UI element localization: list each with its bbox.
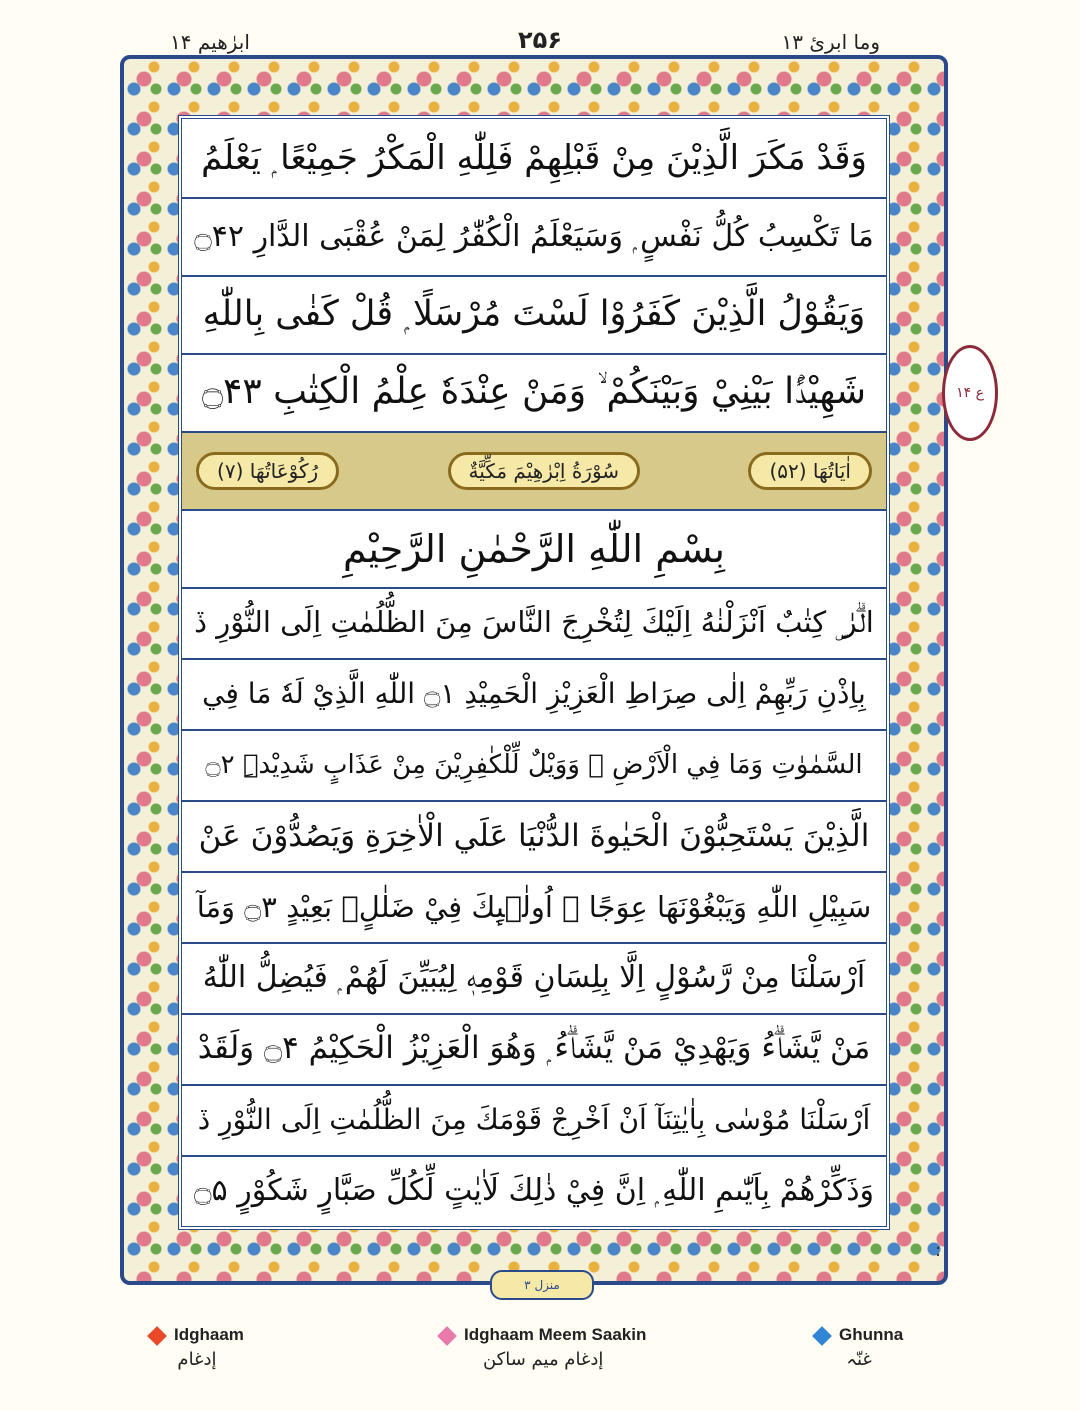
verse-line: وَيَقُوْلُ الَّذِيْنَ كَفَرُوْا لَسْتَ مُرْسَلًا ۭ قُلْ كَفٰى بِاللّٰهِ (182, 275, 886, 355)
text-panel (178, 115, 890, 1230)
legend-idghaam-meem-saakin: Idghaam Meem Saakin إدغام ميم ساكن (440, 1325, 646, 1370)
verse-line: الۗرٰ ۣ كِتٰبٌ اَنْزَلْنٰهُ اِلَيْكَ لِتُخْرِجَ النَّاسَ مِنَ الظُّلُمٰتِ اِلَى النُّوْرِ ڏ (182, 587, 886, 660)
verse-line: بِاِذْنِ رَبِّهِمْ اِلٰى صِرَاطِ الْعَزِيْزِ الْحَمِيْدِ ۝۱ اللّٰهِ الَّذِيْ لَهٗ مَا فِي (182, 658, 886, 731)
diamond-icon (147, 1326, 167, 1346)
page-number: ۲۵۶ (518, 26, 562, 54)
verse-line: شَهِيْدًۢا بَيْنِيْ وَبَيْنَكُمْ ۙ وَمَنْ عِنْدَهٗ عِلْمُ الْكِتٰبِ ۝۴۳ (182, 353, 886, 433)
surah-name-header: ابرٰهیم ۱۴ (170, 30, 250, 54)
diamond-icon (812, 1326, 832, 1346)
verse-line: اَرْسَلْنَا مِنْ رَّسُوْلٍ اِلَّا بِلِسَانِ قَوْمِهٖ لِيُبَيِّنَ لَهُمْ ۭ فَيُضِلُّ اللّٰهُ (182, 942, 886, 1015)
verse-line: اَرْسَلْنَا مُوْسٰى بِاٰيٰتِنَآ اَنْ اَخْرِجْ قَوْمَكَ مِنَ الظُّلُمٰتِ اِلَى النُّوْرِ ڏ (182, 1084, 886, 1157)
diamond-icon (437, 1326, 457, 1346)
ayat-count: اٰيَاتُهَا (۵۲) (748, 452, 872, 490)
verse-line: الَّذِيْنَ يَسْتَحِبُّوْنَ الْحَيٰوةَ الدُّنْيَا عَلَي الْاٰخِرَةِ وَيَصُدُّوْنَ عَنْ (182, 800, 886, 873)
margin-dots: : (935, 1240, 942, 1261)
ruku-count: رُكُوْعَاتُهَا (۷) (196, 452, 339, 490)
surah-title: سُوْرَةُ اِبْرٰهِيْمَ مَكِّيَّةٌ (448, 452, 641, 490)
juz-name-header: وما ابرئ ۱۳ (781, 30, 880, 54)
legend-ghunna: Ghunna غنّہ (815, 1325, 903, 1370)
verse-line: سَبِيْلِ اللّٰهِ وَيَبْغُوْنَهَا عِوَجًا ۭ اُولٰۗىِٕكَ فِيْ ضَلٰلٍۢ بَعِيْدٍ ۝۳ وَمَآ (182, 871, 886, 944)
manzil-marker: منزل ۳ (490, 1270, 594, 1300)
surah-heading-band (182, 431, 886, 511)
verse-line: مَا تَكْسِبُ كُلُّ نَفْسٍ ۭ وَسَيَعْلَمُ الْكُفّٰرُ لِمَنْ عُقْبَى الدَّارِ ۝۴۲ (182, 197, 886, 277)
verse-line: وَذَكِّرْهُمْ بِاَيّٰىمِ اللّٰهِ ۭ اِنَّ فِيْ ذٰلِكَ لَاٰيٰتٍ لِّكُلِّ صَبَّارٍ شَكُوْرٍ ۝۵ (193, 1173, 875, 1208)
verse-line: السَّمٰوٰتِ وَمَا فِي الْاَرْضِ ۭ وَوَيْلٌ لِّلْكٰفِرِيْنَ مِنْ عَذَابٍ شَدِيْدِۨ ۝۲ (182, 729, 886, 802)
ruku-marker: ع ۱۴ (942, 345, 998, 441)
legend-idghaam: Idghaam إدغام (150, 1325, 244, 1370)
verse-line: مَنْ يَّشَاۗءُ وَيَهْدِيْ مَنْ يَّشَاۗءُ ۭ وَهُوَ الْعَزِيْزُ الْحَكِيْمُ ۝۴ وَلَقَدْ (182, 1013, 886, 1086)
bismillah: بِسْمِ اللّٰهِ الرَّحْمٰنِ الرَّحِيْمِ (182, 511, 886, 589)
verse-line: وَقَدْ مَكَرَ الَّذِيْنَ مِنْ قَبْلِهِمْ فَلِلّٰهِ الْمَكْرُ جَمِيْعًا ۭ يَعْلَمُ (182, 119, 886, 199)
